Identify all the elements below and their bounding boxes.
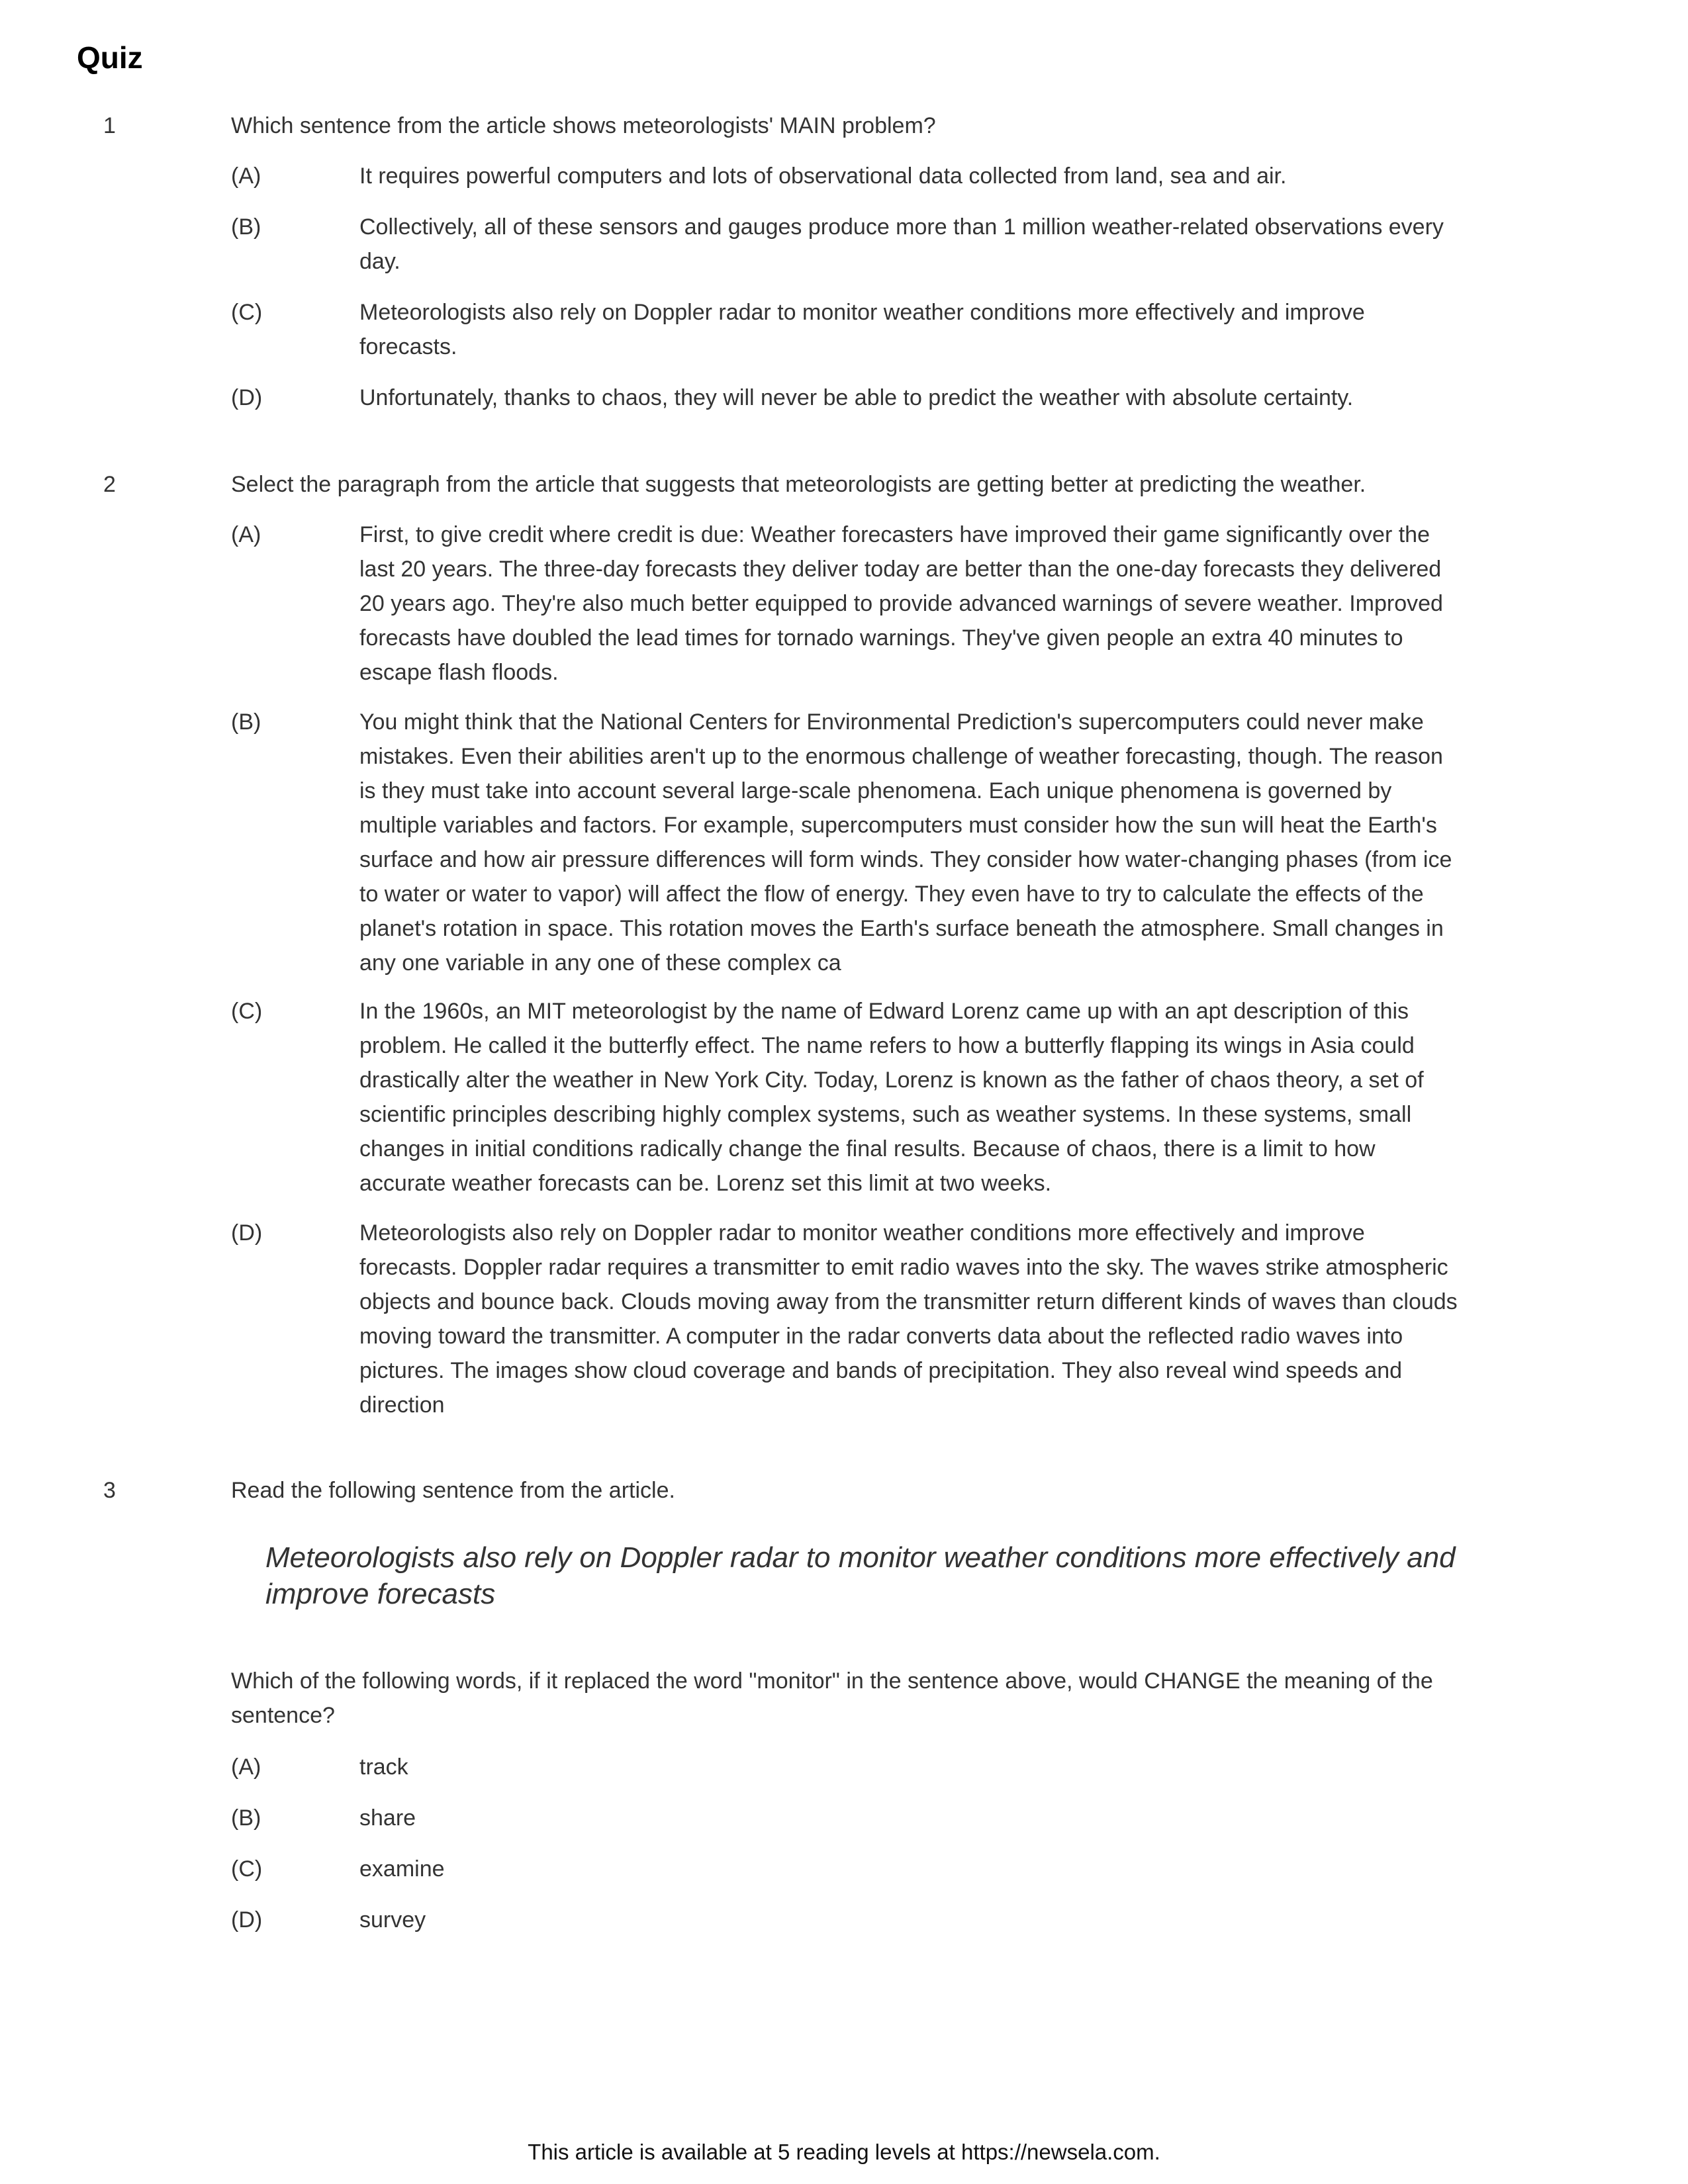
option-letter: (C) [231,300,263,325]
quoted-sentence: Meteorologists also rely on Doppler radar to monitor weather conditions more effectively and improve forecasts [265,1541,1456,1610]
option-text: Unfortunately, thanks to chaos, they will never be able to predict the weather with absolute certainty. [359,385,1354,410]
option-letter: (D) [231,385,263,410]
option-text: examine [359,1856,445,1882]
option-text: First, to give credit where credit is due: Weather forecasters have improved their game significantly over the last 20 years. The three-day forecasts they deliver today are better than the one-day forecasts they delivered 20 years ago. They're also much better equipped to provide advanced warnings of severe weather. Improved forecasts have doubled the lead times for tornado warnings. They've given people an extra 40 minutes to escape flash floods. [359,522,1443,685]
option-text: You might think that the National Centers for Environmental Prediction's supercomputers could never make mistakes. Even their abilities aren't up to the enormous challenge of weather forecasting, though. The reason is they must take into account several large-scale phenomena. Each unique phenomena is governed by multiple variables and factors. For example, supercomputers must consider how the sun will heat the Earth's surface and how air pressure differences will form winds. They consider how water-changing phases (from ice to water or water to vapor) will affect the flow of energy. They even have to try to calculate the effects of the planet's rotation in space. This rotation moves the Earth's surface beneath the atmosphere. Small changes in any one variable in any one of these complex ca [359,709,1452,976]
question-prompt: Select the paragraph from the article that suggests that meteorologists are getting better at predicting the weather. [231,472,1366,497]
option-letter: (B) [231,709,261,735]
option-text: share [359,1805,416,1831]
option-letter: (C) [231,1856,263,1882]
option-letter: (B) [231,214,261,240]
page-footer: This article is available at 5 reading levels at https://newsela.com. [528,2140,1160,2164]
option-text: Collectively, all of these sensors and gauges produce more than 1 million weather-related observations every day. [359,214,1444,274]
option-text: It requires powerful computers and lots of observational data collected from land, sea and air. [359,163,1287,189]
question-number: 2 [103,472,116,497]
page-title: Quiz [77,40,143,75]
option-text: Meteorologists also rely on Doppler radar to monitor weather conditions more effectively and improve forecasts. Doppler radar requires a transmitter to emit radio waves into the sky. The waves strike atmospheric objects and bounce back. Clouds moving away from the transmitter return different kinds of waves than clouds moving toward the transmitter. A computer in the radar converts data about the reflected radio waves into pictures. The images show cloud coverage and bands of precipitation. They also reveal wind speeds and direction [359,1220,1458,1418]
question-number: 3 [103,1478,116,1503]
question-prompt: Which sentence from the article shows meteorologists' MAIN problem? [231,113,936,138]
option-letter: (A) [231,522,261,547]
option-letter: (C) [231,999,263,1024]
question-prompt: Read the following sentence from the article. [231,1478,675,1503]
option-letter: (B) [231,1805,261,1831]
option-letter: (A) [231,163,261,189]
question-number: 1 [103,113,116,138]
option-text: In the 1960s, an MIT meteorologist by the name of Edward Lorenz came up with an apt description of this problem. He called it the butterfly effect. The name refers to how a butterfly flapping its wings in Asia could drastically alter the weather in New York City. Today, Lorenz is known as the father of chaos theory, a set of scientific principles describing highly complex systems, such as weather systems. In these systems, small changes in initial conditions radically change the final results. Because of chaos, there is a limit to how accurate weather forecasts can be. Lorenz set this limit at two weeks. [359,999,1424,1196]
option-text: track [359,1754,408,1780]
option-text: survey [359,1907,426,1933]
option-letter: (A) [231,1754,261,1780]
option-text: Meteorologists also rely on Doppler radar to monitor weather conditions more effectively and improve forecasts. [359,300,1365,359]
question-text: Which of the following words, if it replaced the word "monitor" in the sentence above, would CHANGE the meaning of the sentence? [231,1668,1433,1728]
option-letter: (D) [231,1220,263,1246]
option-letter: (D) [231,1907,263,1933]
